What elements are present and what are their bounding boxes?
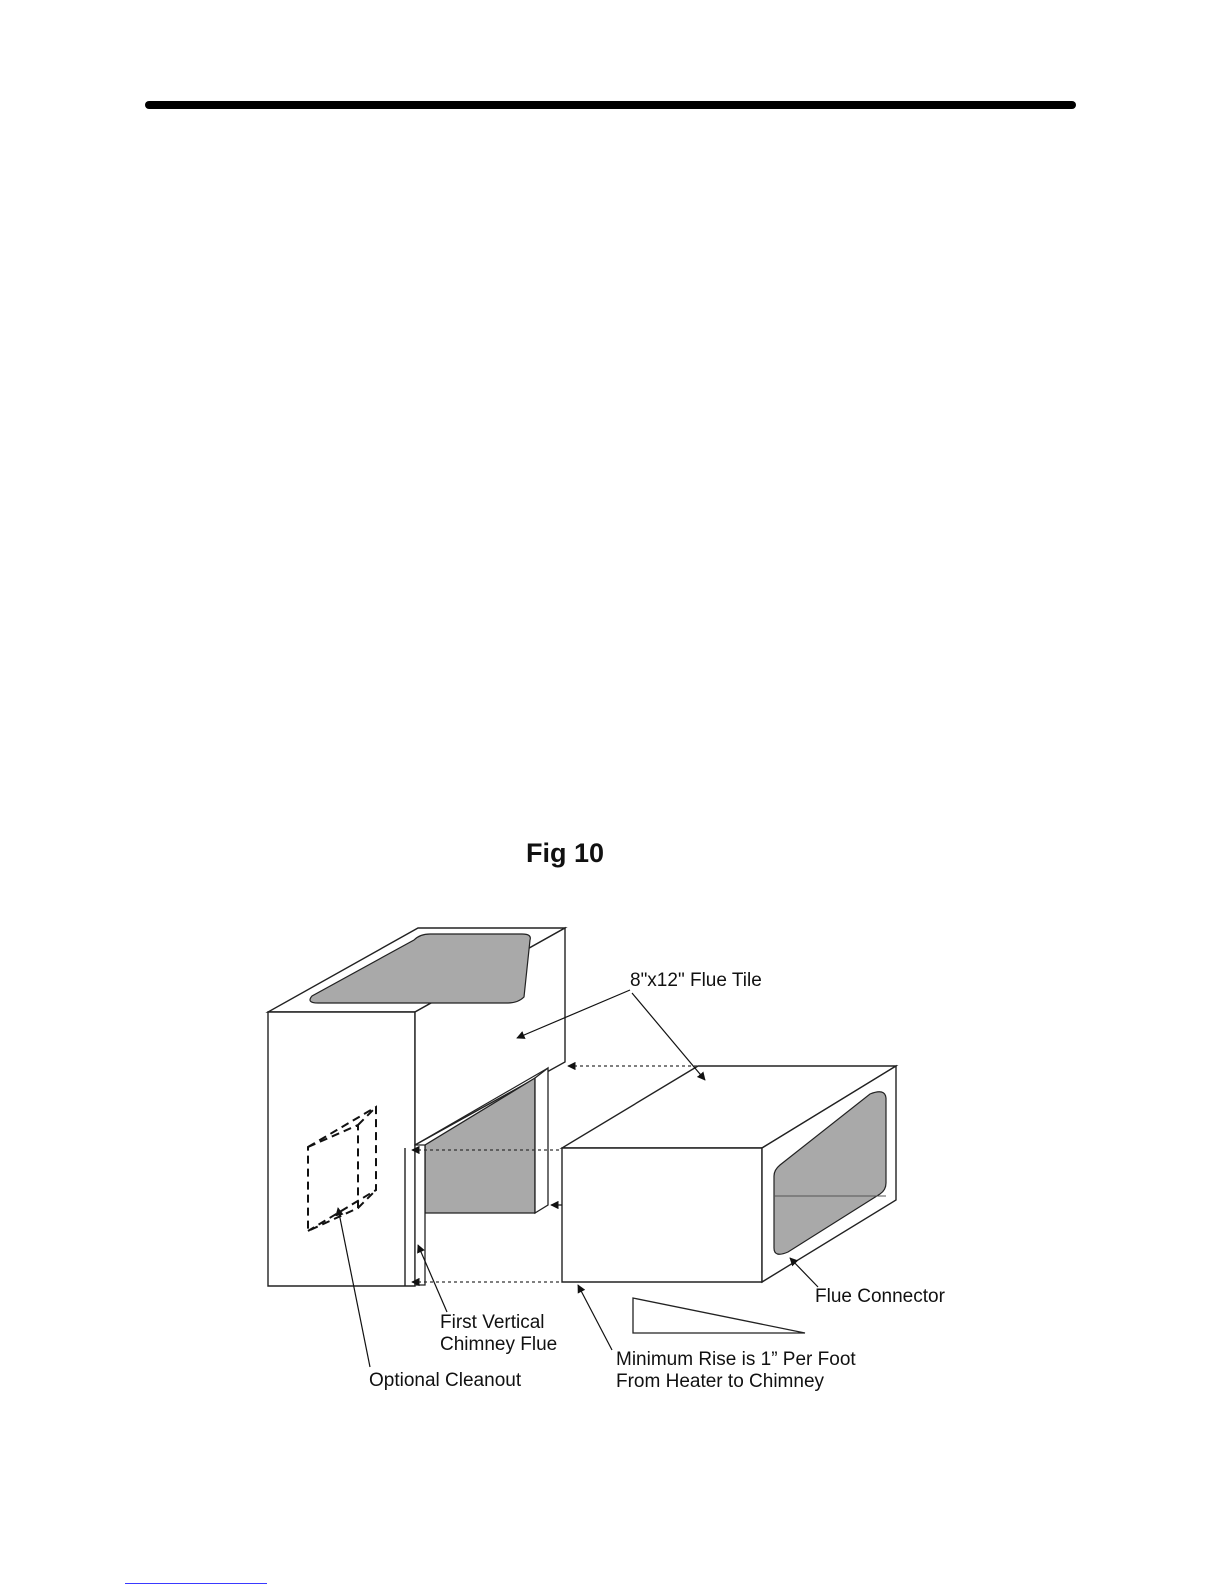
- label-minimum-rise: Minimum Rise is 1” Per Foot: [616, 1349, 856, 1370]
- label-chimney-flue: Chimney Flue: [440, 1334, 558, 1355]
- label-optional-cleanout: Optional Cleanout: [369, 1370, 522, 1391]
- label-heater-to-chimney: From Heater to Chimney: [616, 1371, 825, 1392]
- figure-title: Fig 10: [525, 838, 605, 868]
- label-first-vertical: First Vertical: [440, 1312, 545, 1333]
- rise-indicator-triangle: [633, 1298, 805, 1333]
- connector-front-face: [562, 1148, 762, 1282]
- label-flue-connector: Flue Connector: [815, 1286, 945, 1307]
- label-flue-tile: 8"x12" Flue Tile: [630, 970, 762, 991]
- chimney-flue-opening: [310, 934, 530, 1003]
- chimney-front-face: [268, 1012, 415, 1286]
